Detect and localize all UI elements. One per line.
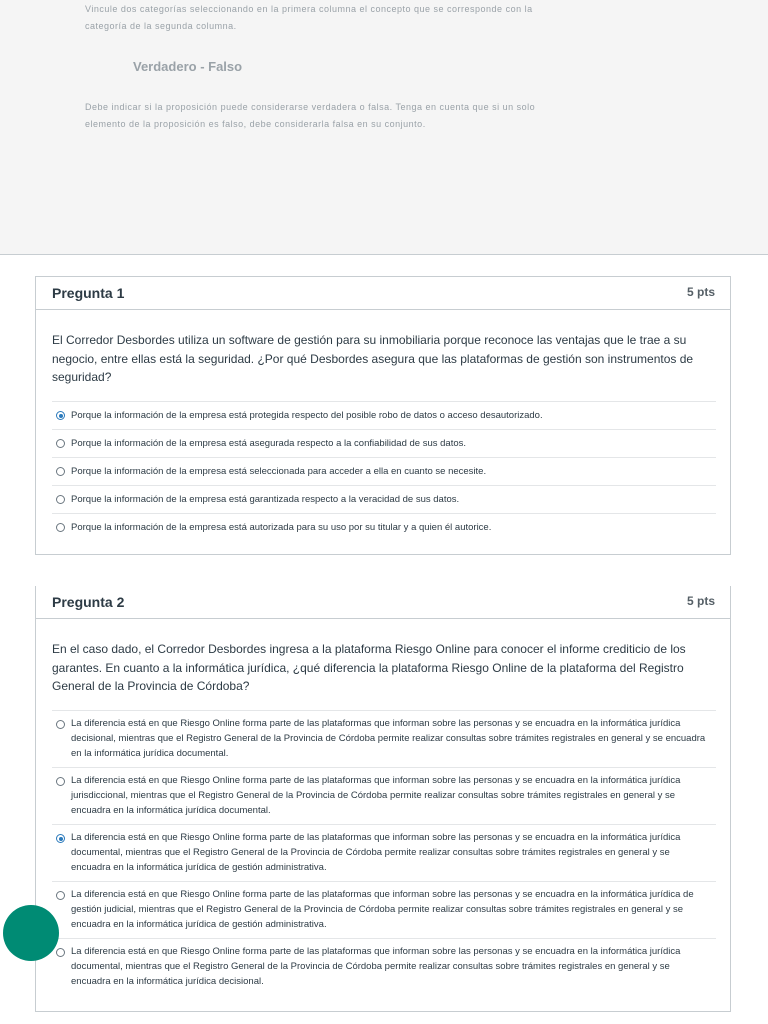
answer-label: Porque la información de la empresa está protegida respecto del posible robo de datos o acceso desautorizado. bbox=[71, 410, 543, 421]
answer-option[interactable] bbox=[52, 710, 716, 767]
matching-instructions: Vincule dos categorías seleccionando en la primera columna el concepto que se corresponde con la categoría de la segunda columna. bbox=[85, 4, 533, 31]
radio-button-selected[interactable] bbox=[56, 411, 65, 420]
answer-option[interactable] bbox=[52, 938, 716, 995]
answer-option[interactable] bbox=[52, 457, 716, 485]
answer-label: Porque la información de la empresa está autorizada para su uso por su titular y a quien él autorice. bbox=[71, 522, 492, 533]
answer-label: Porque la información de la empresa está seleccionada para acceder a ella en cuanto se necesite. bbox=[71, 466, 487, 477]
floating-action-button[interactable] bbox=[3, 905, 59, 961]
question-points: 5 pts bbox=[686, 285, 715, 299]
question-2 bbox=[35, 586, 731, 1012]
question-1 bbox=[35, 276, 731, 555]
answer-option[interactable] bbox=[52, 485, 716, 513]
answer-label: La diferencia está en que Riesgo Online forma parte de las plataformas que informan sobre las personas y se encuadra en la informática jurídica de gestión judicial, mientras que el Registro General de la Provincia de Córdoba permite realizar consultas sobre trámites registrales en general y se encuadra en la informática jurídica de gestión administrativa. bbox=[71, 889, 694, 930]
answer-option[interactable] bbox=[52, 824, 716, 881]
radio-button[interactable] bbox=[56, 948, 65, 957]
true-false-heading: Verdadero - Falso bbox=[133, 59, 243, 74]
radio-button[interactable] bbox=[56, 439, 65, 448]
question-title: Pregunta 1 bbox=[52, 285, 125, 301]
answer-option[interactable] bbox=[52, 513, 716, 541]
radio-button[interactable] bbox=[56, 720, 65, 729]
radio-button[interactable] bbox=[56, 891, 65, 900]
question-text: En el caso dado, el Corredor Desbordes ingresa a la plataforma Riesgo Online para conocer el informe crediticio de los garantes. En cuanto a la informática jurídica, ¿qué diferencia la plataforma Riesgo Online de la plataforma del Registro General de la Provincia de Córdoba? bbox=[52, 642, 686, 693]
question-points: 5 pts bbox=[686, 594, 715, 608]
answer-list bbox=[52, 401, 716, 541]
radio-button[interactable] bbox=[56, 467, 65, 476]
answer-option[interactable] bbox=[52, 767, 716, 824]
question-header bbox=[36, 586, 730, 619]
radio-button[interactable] bbox=[56, 495, 65, 504]
question-text: El Corredor Desbordes utiliza un software de gestión para su inmobiliaria porque reconoce las ventajas que le trae a su negocio, entre ellas está la seguridad. ¿Por qué Desbordes asegura que las plataformas de gestión son instrumentos de seguridad? bbox=[52, 333, 694, 384]
answer-option[interactable] bbox=[52, 429, 716, 457]
radio-button[interactable] bbox=[56, 523, 65, 532]
radio-button-selected[interactable] bbox=[56, 834, 65, 843]
true-false-instructions: Debe indicar si la proposición puede considerarse verdadera o falsa. Tenga en cuenta que si un solo elemento de la proposición es falso, debe considerarla falsa en su conjunto. bbox=[85, 102, 536, 129]
instructions-section bbox=[0, 0, 768, 255]
radio-button[interactable] bbox=[56, 777, 65, 786]
answer-option[interactable] bbox=[52, 881, 716, 938]
answer-list bbox=[52, 710, 716, 995]
answer-label: Porque la información de la empresa está garantizada respecto a la veracidad de sus datos. bbox=[71, 494, 460, 505]
answer-label: Porque la información de la empresa está asegurada respecto a la confiabilidad de sus datos. bbox=[71, 438, 467, 449]
answer-label: La diferencia está en que Riesgo Online forma parte de las plataformas que informan sobre las personas y se encuadra en la informática jurídica documental, mientras que el Registro General de la Provincia de Córdoba permite realizar consultas sobre trámites registrales en general y se encuadra en la informática jurídica decisional. bbox=[71, 946, 681, 987]
answer-label: La diferencia está en que Riesgo Online forma parte de las plataformas que informan sobre las personas y se encuadra en la informática jurídica decisional, mientras que el Registro General de la Provincia de Córdoba permite realizar consultas sobre trámites registrales en general y se encuadra en la informática jurídica documental. bbox=[71, 718, 706, 759]
answer-option[interactable] bbox=[52, 401, 716, 429]
answer-label: La diferencia está en que Riesgo Online forma parte de las plataformas que informan sobre las personas y se encuadra en la informática jurídica jurisdiccional, mientras que el Registro General de la Provincia de Córdoba permite realizar consultas sobre trámites registrales en general y se encuadra en la informática jurídica documental. bbox=[71, 775, 681, 816]
answer-label: La diferencia está en que Riesgo Online forma parte de las plataformas que informan sobre las personas y se encuadra en la informática jurídica documental, mientras que el Registro General de la Provincia de Córdoba permite realizar consultas sobre trámites registrales en general y se encuadra en la informática jurídica de gestión administrativa. bbox=[71, 832, 681, 873]
question-header bbox=[36, 277, 730, 310]
question-title: Pregunta 2 bbox=[52, 594, 125, 610]
